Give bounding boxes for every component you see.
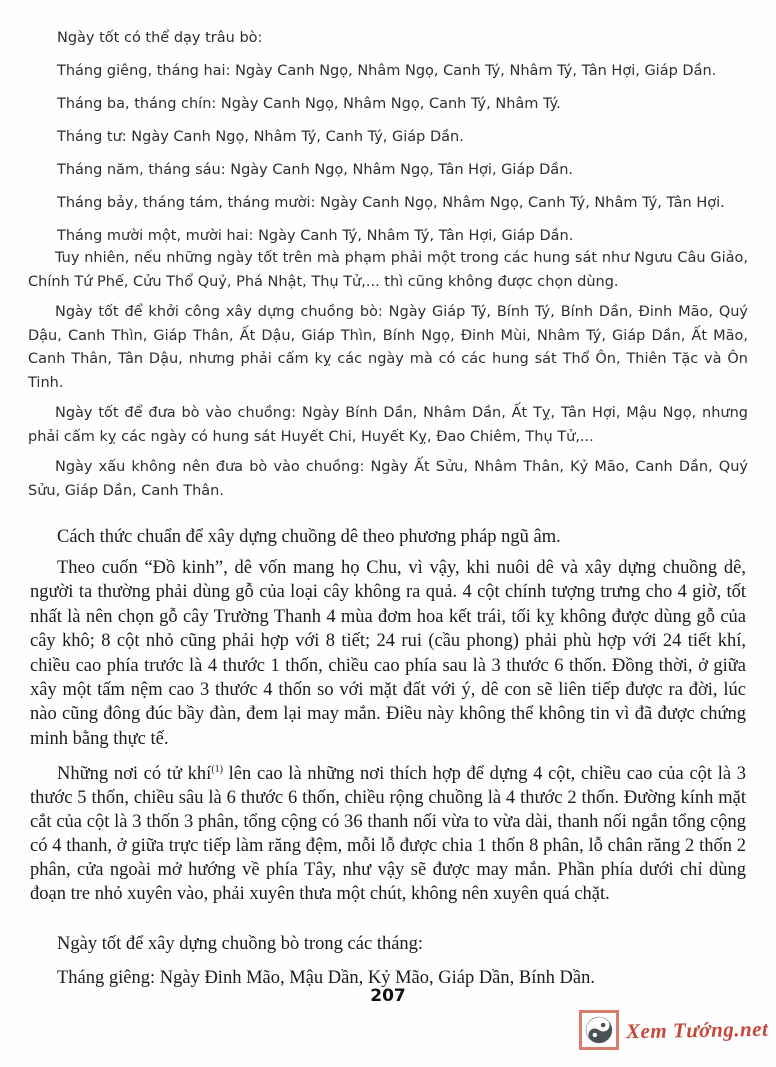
yin-yang-icon: [582, 1013, 616, 1047]
paragraph: Ngày tốt để đưa bò vào chuồng: Ngày Bính Dần, Nhâm Dần, Ất Tỵ, Tân Hợi, Mậu Ngọ, nhưng phải cấm kỵ các ngày có hung sát Huyết Chi, Huyết Kỵ, Đao Chiêm, Thụ Tử,...: [28, 405, 748, 445]
paragraph: Ngày tốt để khởi công xây dựng chuồng bò: Ngày Giáp Tý, Bính Tý, Bính Dần, Đinh Mão, Quý Dậu, Canh Thìn, Giáp Thân, Ất Dậu, Giáp Thìn, Bính Ngọ, Đinh Mùi, Nhâm Tý, Giáp Dần, Ất Mão, Canh Thân, Tân Dậu, nhưng phải cấm kỵ các ngày mà có các hung sát Thổ Ôn, Thiên Tặc và Ôn Tinh.: [28, 304, 748, 391]
watermark-site-name: Xem Tướng.net: [625, 1016, 769, 1043]
good-days-paragraphs: [28, 247, 748, 510]
paragraph-text: lên cao là những nơi thích hợp để dựng 4 cột, chiều cao của cột là 3 thước 5 thốn, chiều sâu là 6 thước 6 thốn, chiều rộng chuồng là 4 thước 2 thốn. Đường kính mặt cắt của cột là 3 thốn 3 phân, tổng cộng có 36 thanh nối vừa to vừa dài, thanh nối ngắn tổng cộng có 4 thanh, ở giữa trực tiếp làm răng đệm, mỗi lỗ được chia 1 thốn 8 phân, lỗ chân răng 2 thốn 2 phân, cửa ngoài mở hướng về phía Tây, như vậy sẽ được may mắn. Phần phía dưới chỉ dùng đoạn tre nhỏ xuyên vào, phải xuyên thưa một chút, không nên xuyên quá chặt.: [30, 764, 747, 904]
paragraph-death-qi: [30, 762, 746, 906]
month-day-line: Tháng ba, tháng chín: Ngày Canh Ngọ, Nhâm Ngọ, Canh Tý, Nhâm Tý.: [57, 96, 561, 112]
paragraph: Tuy nhiên, nếu những ngày tốt trên mà phạm phải một trong các hung sát như Ngưu Câu Giảo, Chính Tứ Phế, Cửu Thổ Quỷ, Phá Nhật, Thụ Tử,... thì cũng không được chọn dùng.: [28, 250, 748, 290]
section-heading: Cách thức chuẩn để xây dựng chuồng dê theo phương pháp ngũ âm.: [57, 527, 561, 547]
month-one-days-line: Tháng giêng: Ngày Đinh Mão, Mậu Dần, Kỷ Mão, Giáp Dần, Bính Dần.: [57, 968, 595, 988]
month-day-line: Tháng mười một, mười hai: Ngày Canh Tý, Nhâm Tý, Tân Hợi, Giáp Dần.: [57, 228, 574, 244]
yin-yang-icon-box: [579, 1010, 619, 1050]
watermark-logo: [579, 1010, 768, 1050]
month-day-line: Tháng bảy, tháng tám, tháng mười: Ngày Canh Ngọ, Nhâm Ngọ, Canh Tý, Nhâm Tý, Tân Hợi.: [57, 195, 725, 211]
paragraph: Ngày xấu không nên đưa bò vào chuồng: Ngày Ất Sửu, Nhâm Thân, Kỷ Mão, Canh Dần, Quý Sửu, Giáp Dần, Canh Thân.: [28, 459, 748, 499]
section-intro-line: Ngày tốt có thể dạy trâu bò:: [57, 30, 263, 46]
month-day-line: Tháng giêng, tháng hai: Ngày Canh Ngọ, Nhâm Ngọ, Canh Tý, Nhâm Tý, Tân Hợi, Giáp Dần.: [57, 63, 717, 79]
month-day-lines: [30, 55, 746, 253]
page-number: 207: [370, 986, 406, 1006]
month-day-line: Tháng năm, tháng sáu: Ngày Canh Ngọ, Nhâm Ngọ, Tân Hợi, Giáp Dần.: [57, 162, 573, 178]
footnote-marker: (1): [211, 763, 223, 775]
month-day-line: Tháng tư: Ngày Canh Ngọ, Nhâm Tý, Canh Tý, Giáp Dần.: [57, 129, 464, 145]
good-days-list: [30, 22, 746, 253]
paragraph-goat-stable: Theo cuốn “Đồ kinh”, dê vốn mang họ Chu, vì vậy, khi nuôi dê và xây dựng chuồng dê, người ta thường phải dùng gỗ của loại cây không ra quả. 4 cột chính tượng trưng cho 4 giờ, tốt nhất là nên chọn gỗ cây Trường Thanh 4 mùa đơm hoa kết trái, tối kỵ không được dùng gỗ của cây khô; 8 cột nhỏ cũng phải hợp với 8 tiết; 24 rui (cầu phong) phải phù hợp với 24 tiết khí, chiều cao phía trước là 4 thước 1 thốn, chiều cao phía sau là 3 thước 6 thốn. Đồng thời, ở giữa xây một tấm nệm cao 3 thước 4 thốn so với mặt đất với ý, dê con sẽ liên tiếp được ra đời, lúc nào cũng đông đúc bầy đàn, đem lại may mắn. Điều này không thể không tin vì đã được chứng minh bằng thực tế.: [30, 558, 746, 749]
building-days-intro-line: Ngày tốt để xây dựng chuồng bò trong các tháng:: [57, 934, 424, 954]
paragraph-text: Những nơi có tử khí: [57, 764, 212, 784]
